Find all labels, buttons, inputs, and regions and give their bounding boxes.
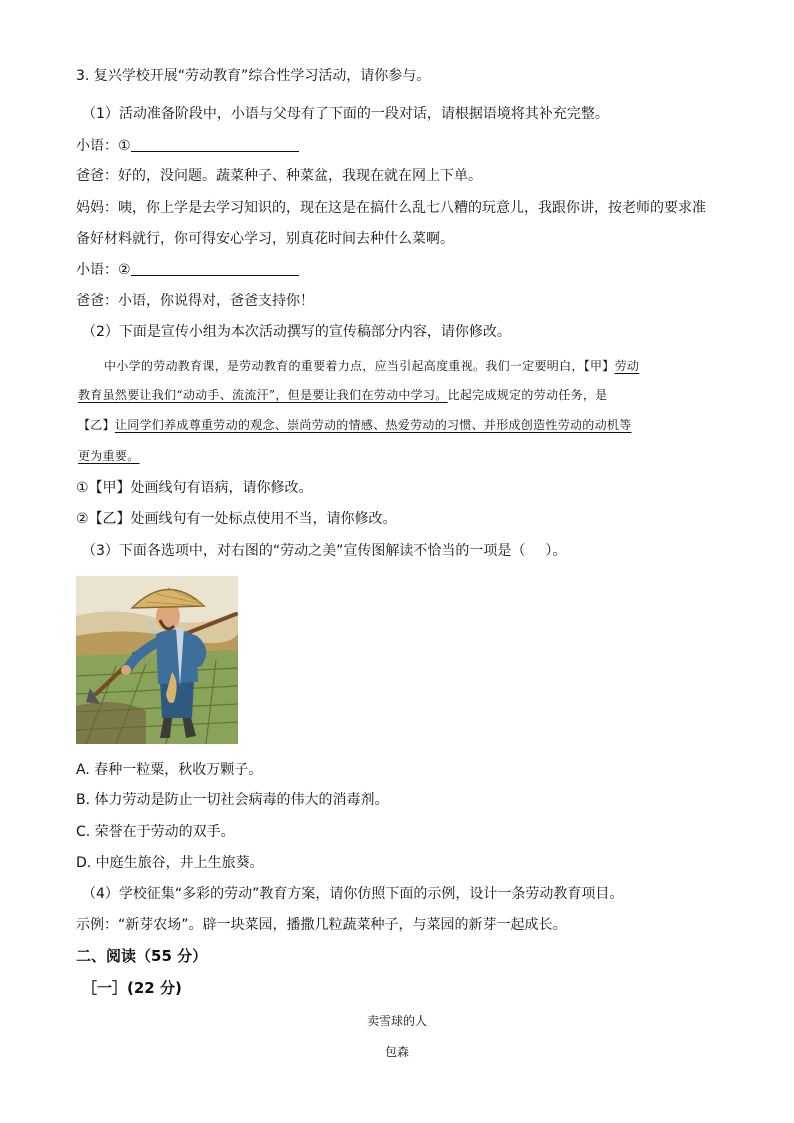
dialogue-xiaoyu-2 [76,260,299,280]
passage-line-3 [78,415,632,435]
sub-question-3-prompt [82,541,566,561]
sub-question-4-example: 示例：“新芽农场”。辟一块菜园，播撒几粒蔬菜种子，与菜园的新芽一起成长。 [76,917,567,933]
underlined-sentence-yi-cont: 更为重要。 [78,449,140,463]
underlined-sentence-yi: 让同学们养成尊重劳动的观念、崇尚劳动的情感、热爱劳动的习惯、并形成创造性劳动的动机等 [114,418,632,432]
sub-question-2-prompt: （2）下面是宣传小组为本次活动撰写的宣传稿部分内容，请你修改。 [82,324,511,340]
dialogue-mama-line-2: 备好材料就行，你可得安心学习，别真花时间去种什么菜啊。 [76,231,454,247]
sub-question-4-prompt: （4）学校征集“多彩的劳动”教育方案，请你仿照下面的示例，设计一条劳动教育项目。 [82,886,624,902]
passage-line-2 [78,385,607,405]
dialogue-baba-2: 爸爸：小语，你说得对，爸爸支持你！ [76,293,314,309]
dialogue-baba-1: 爸爸：好的，没问题。蔬菜种子、种菜盆，我现在就在网上下单。 [76,168,482,184]
question-3-title: 3. 复兴学校开展“劳动教育”综合性学习活动，请你参与。 [76,68,431,84]
option-d[interactable]: D. 中庭生旅谷，井上生旅葵。 [76,855,264,871]
article-title: 卖雪球的人 [366,1014,427,1028]
passage-text: 【乙】 [78,418,115,432]
passage-text: 比起完成规定的劳动任务，是 [447,388,608,402]
prompt-text: （3）下面各选项中，对右图的“劳动之美”宣传图解读不恰当的一项是（ [82,543,526,559]
sub-question-2b: ②【乙】处画线句有一处标点使用不当，请你修改。 [76,511,397,527]
article-author: 包森 [384,1045,409,1059]
option-c[interactable]: C. 荣誉在于劳动的双手。 [76,824,235,840]
sub-question-2a: ①【甲】处画线句有语病，请你修改。 [76,480,313,496]
sub-question-1-prompt: （1）活动准备阶段中，小语与父母有了下面的一段对话，请根据语境将其补充完整。 [82,106,609,122]
section-2-heading: 二、阅读（55 分） [76,947,208,965]
dialogue-xiaoyu-1 [76,136,299,156]
labor-beauty-illustration [76,576,238,744]
option-a[interactable]: A. 春种一粒粟，秋收万颗子。 [76,762,263,778]
answer-blank-1[interactable] [131,137,299,152]
section-2-subheading: ［一］(22 分) [82,979,182,997]
dialogue-text: 小语：② [76,262,131,278]
option-b[interactable]: B. 体力劳动是防止一切社会病毒的伟大的消毒剂。 [76,792,389,808]
passage-line-4 [78,446,140,466]
passage-line-1 [104,356,639,376]
underlined-sentence-jia: 劳动 [614,359,640,373]
answer-blank-2[interactable] [131,261,299,276]
dialogue-mama-line-1: 妈妈：咦，你上学是去学习知识的，现在这是在搞什么乱七八糟的玩意儿，我跟你讲，按老师的要求准 [76,200,706,216]
dialogue-text: 小语：① [76,138,131,154]
prompt-text-end: ）。 [545,543,567,559]
passage-text: 中小学的劳动教育课，是劳动教育的重要着力点，应当引起高度重视。我们一定要明白，【甲】 [104,359,615,373]
underlined-sentence-jia-cont: 教育虽然要让我们“动动手、流流汗”，但是要让我们在劳动中学习。 [78,388,448,402]
